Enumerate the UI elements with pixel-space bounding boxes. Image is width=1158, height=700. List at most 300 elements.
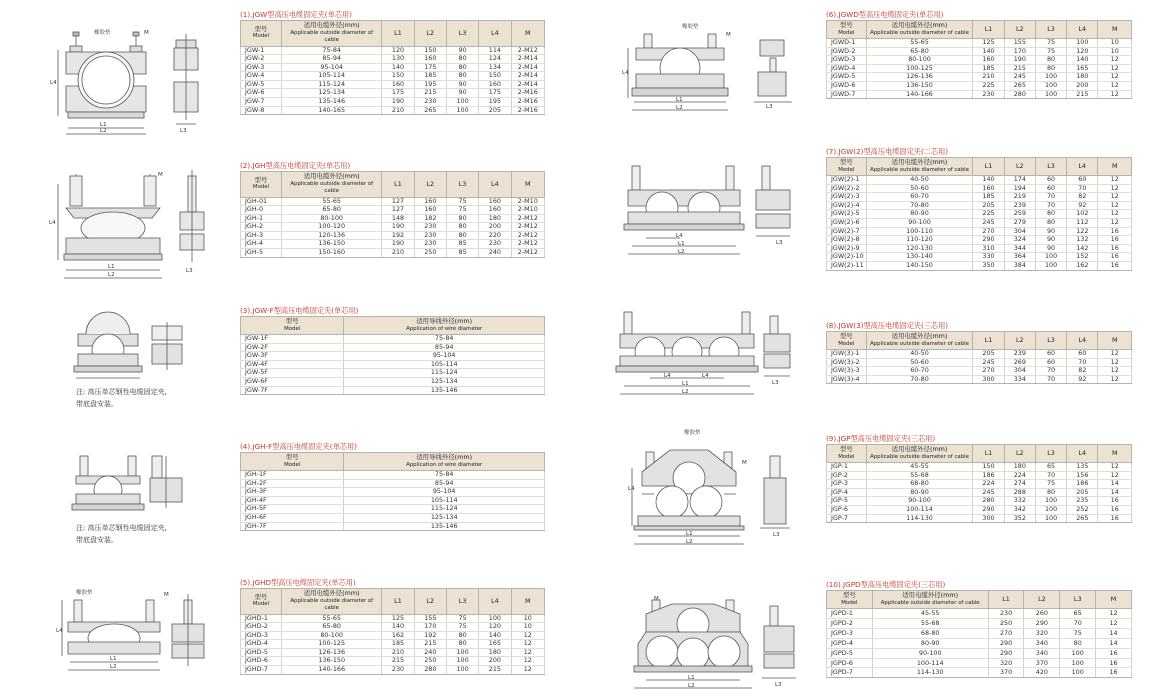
table-row [827, 81, 1132, 90]
model-cell: JGPD-1 [827, 609, 873, 619]
value-cell: 12 [1098, 64, 1132, 73]
column-header-cn: M [1111, 335, 1118, 344]
column-header [1096, 591, 1132, 609]
value-cell: 370 [1024, 658, 1060, 668]
value-cell: 320 [988, 658, 1024, 668]
value-cell: 230 [414, 98, 446, 107]
table-row [241, 223, 545, 232]
value-cell: 225 [973, 81, 1004, 90]
value-cell: 105-114 [344, 496, 545, 505]
value-cell: 230 [382, 666, 414, 675]
spec-table [240, 316, 545, 395]
value-cell: 140-150 [866, 261, 973, 270]
value-cell: 160 [973, 184, 1004, 193]
value-cell: 85-94 [344, 479, 545, 488]
column-header [827, 21, 867, 39]
value-cell: 280 [1004, 90, 1035, 99]
column-header [511, 589, 544, 615]
column-header-en: Model [252, 33, 270, 40]
table-row [827, 514, 1132, 523]
table-row [827, 367, 1132, 376]
value-cell: 300 [973, 514, 1004, 523]
value-cell: 290 [988, 638, 1024, 648]
value-cell: 100 [1060, 668, 1096, 678]
label-m: M [158, 172, 163, 178]
label-pad: 橡胶垫 [76, 590, 93, 596]
value-cell: 16 [1096, 668, 1132, 678]
column-header-cn: 适用电缆外径(mm) [891, 332, 948, 340]
section-title: (1).JGW型高压电缆固定夹(单芯用) [240, 10, 352, 19]
table-row [827, 618, 1132, 628]
section-title: (7).JGW(2)型高压电缆固定夹(二芯用) [826, 147, 949, 156]
table-header-row [241, 317, 545, 335]
table-row [241, 197, 545, 206]
value-cell: 245 [973, 488, 1004, 497]
value-cell: 60-70 [866, 193, 973, 202]
table-row [241, 360, 545, 369]
value-cell: 230 [414, 231, 446, 240]
value-cell: 85-94 [344, 343, 545, 352]
value-cell: 186 [1067, 480, 1098, 489]
value-cell: 174 [1004, 176, 1035, 185]
column-header-cn: 型号 [842, 591, 856, 599]
column-header [479, 21, 511, 47]
value-cell: 70 [1035, 375, 1066, 384]
column-header-cn: L3 [458, 596, 467, 605]
section-title: (5).JGHD型高压电缆固定夹(单芯用) [240, 578, 356, 587]
table-row [241, 377, 545, 386]
value-cell: 100-120 [282, 223, 382, 232]
table-row [241, 98, 545, 107]
column-header-en: Applicable outside diameter of cable [870, 340, 969, 347]
value-cell: 70 [1067, 184, 1098, 193]
value-cell: 80 [446, 72, 478, 81]
value-cell: 16 [1098, 514, 1132, 523]
section-jgwd [826, 9, 1132, 99]
model-cell: JGHD-1 [241, 614, 282, 623]
table-row [827, 668, 1132, 678]
value-cell: 100 [446, 648, 478, 657]
value-cell: 180 [479, 214, 511, 223]
value-cell: 160 [479, 80, 511, 89]
value-cell: 80 [446, 63, 478, 72]
table-header-row [827, 445, 1132, 463]
value-cell: 245 [1004, 73, 1035, 82]
model-cell: JGP-4 [827, 488, 867, 497]
column-header [382, 589, 414, 615]
column-header [1067, 445, 1098, 463]
value-cell: 45-55 [872, 609, 988, 619]
label-l3: L3 [180, 128, 187, 134]
label-l2: L2 [100, 128, 107, 134]
model-cell: JGW-4 [241, 72, 282, 81]
table-row [241, 72, 545, 81]
column-header [866, 158, 973, 176]
value-cell: 60 [1035, 184, 1066, 193]
column-header-cn: 适用电缆外径(mm) [891, 445, 948, 453]
value-cell: 100 [479, 614, 511, 623]
column-header-cn: L2 [1015, 161, 1024, 170]
model-cell: JGW-1 [241, 46, 282, 55]
column-header-cn: M [525, 179, 531, 188]
label-l1: L1 [688, 675, 695, 681]
table-header-row [241, 172, 545, 198]
value-cell: 185 [973, 193, 1004, 202]
value-cell: 40-50 [866, 350, 973, 359]
model-cell: JGWD-2 [827, 47, 867, 56]
column-header-cn: L1 [984, 24, 993, 33]
label-l2: L2 [686, 539, 693, 545]
value-cell: 200 [479, 223, 511, 232]
table-row [827, 375, 1132, 384]
table-row [827, 73, 1132, 82]
value-cell: 60 [1067, 350, 1098, 359]
value-cell: 80 [1035, 64, 1066, 73]
value-cell: 75 [1035, 480, 1066, 489]
value-cell: 100 [1060, 648, 1096, 658]
value-cell: 75 [446, 197, 478, 206]
value-cell: 12 [1098, 184, 1132, 193]
value-cell: 274 [1004, 480, 1035, 489]
value-cell: 75-84 [344, 335, 545, 344]
value-cell: 180 [1004, 463, 1035, 472]
value-cell: 160 [414, 206, 446, 215]
column-header-en: Model [252, 184, 270, 191]
table-row [241, 479, 545, 488]
value-cell: 105-114 [344, 360, 545, 369]
value-cell: 80 [446, 631, 478, 640]
model-cell: JGHD-3 [241, 631, 282, 640]
value-cell: 270 [973, 367, 1004, 376]
value-cell: 12 [1098, 193, 1132, 202]
table-row [827, 56, 1132, 65]
label-l4: L4 [676, 233, 683, 239]
jgw3-clamp-drawing [616, 308, 800, 400]
column-header [241, 317, 344, 335]
value-cell: 134 [479, 63, 511, 72]
value-cell: 80 [1060, 638, 1096, 648]
column-header [1035, 332, 1066, 350]
column-header-en: Applicable outside diameter of cable [880, 599, 980, 606]
value-cell: 350 [973, 261, 1004, 270]
value-cell: 290 [973, 236, 1004, 245]
value-cell: 2-M14 [511, 80, 544, 89]
value-cell: 230 [414, 240, 446, 249]
column-header [973, 445, 1004, 463]
value-cell: 90 [1035, 227, 1066, 236]
value-cell: 135-146 [344, 522, 545, 531]
value-cell: 82 [1067, 367, 1098, 376]
label-l4: L4 [628, 486, 635, 492]
value-cell: 230 [988, 609, 1024, 619]
table-row [241, 369, 545, 378]
column-header-cn: L2 [426, 179, 435, 188]
value-cell: 105-114 [282, 72, 382, 81]
value-cell: 85 [446, 249, 478, 258]
value-cell: 85-94 [282, 55, 382, 64]
value-cell: 135-146 [344, 386, 545, 395]
table-row [827, 609, 1132, 619]
column-header [1035, 158, 1066, 176]
value-cell: 90 [1035, 244, 1066, 253]
column-header-cn: L4 [1078, 161, 1087, 170]
column-header-cn: L3 [1047, 161, 1055, 170]
value-cell: 12 [511, 648, 544, 657]
model-cell: JGP-7 [827, 514, 867, 523]
value-cell: 114 [479, 46, 511, 55]
value-cell: 115-124 [282, 80, 382, 89]
table-row [827, 39, 1132, 48]
value-cell: 259 [1004, 210, 1035, 219]
column-header-cn: L1 [984, 448, 993, 457]
value-cell: 12 [1098, 358, 1132, 367]
model-cell: JGWD-4 [827, 64, 867, 73]
value-cell: 65-80 [282, 206, 382, 215]
table-row [827, 218, 1132, 227]
value-cell: 150 [414, 46, 446, 55]
model-cell: JGW-6F [241, 377, 344, 386]
value-cell: 16 [1098, 505, 1132, 514]
label-l3: L3 [186, 268, 193, 274]
column-header [282, 172, 382, 198]
value-cell: 100 [1035, 514, 1066, 523]
value-cell: 12 [1098, 218, 1132, 227]
table-header-row [827, 158, 1132, 176]
value-cell: 185 [973, 64, 1004, 73]
column-header-en: Model [838, 29, 855, 36]
column-header [1067, 158, 1098, 176]
value-cell: 70 [1035, 367, 1066, 376]
table-row [827, 350, 1132, 359]
value-cell: 265 [1004, 81, 1035, 90]
section-jgwf [240, 305, 545, 395]
value-cell: 2-M16 [511, 106, 544, 115]
column-header-en: Model [838, 340, 855, 347]
table-row [241, 513, 545, 522]
table-header-row [241, 589, 545, 615]
value-cell: 190 [1004, 56, 1035, 65]
value-cell: 230 [479, 240, 511, 249]
value-cell: 100 [1035, 73, 1066, 82]
value-cell: 195 [414, 80, 446, 89]
value-cell: 70-80 [866, 375, 973, 384]
value-cell: 185 [414, 72, 446, 81]
value-cell: 112 [1067, 218, 1098, 227]
spec-table [240, 20, 545, 115]
label-l3: L3 [775, 682, 782, 688]
model-cell: JGW(2)-3 [827, 193, 867, 202]
value-cell: 250 [414, 249, 446, 258]
table-row [241, 231, 545, 240]
value-cell: 140-165 [282, 106, 382, 115]
value-cell: 269 [1004, 358, 1035, 367]
value-cell: 200 [479, 657, 511, 666]
value-cell: 10 [1098, 47, 1132, 56]
value-cell: 330 [973, 253, 1004, 262]
value-cell: 210 [382, 249, 414, 258]
value-cell: 230 [973, 90, 1004, 99]
value-cell: 12 [1098, 350, 1132, 359]
model-cell: JGW-5F [241, 369, 344, 378]
model-cell: JGHD-4 [241, 640, 282, 649]
column-header-cn: L3 [1047, 335, 1055, 344]
model-cell: JGW(3)-3 [827, 367, 867, 376]
model-cell: JGH-6F [241, 513, 344, 522]
model-cell: JGH-1F [241, 471, 344, 480]
value-cell: 190 [382, 240, 414, 249]
column-header [446, 589, 478, 615]
value-cell: 2-M10 [511, 197, 544, 206]
table-row [241, 505, 545, 514]
value-cell: 75 [1035, 47, 1066, 56]
table-row [827, 638, 1132, 648]
column-header-cn: L1 [984, 161, 993, 170]
value-cell: 100 [1035, 505, 1066, 514]
value-cell: 310 [973, 244, 1004, 253]
value-cell: 136-150 [282, 240, 382, 249]
column-header [827, 332, 867, 350]
value-cell: 80 [446, 640, 478, 649]
value-cell: 332 [1004, 497, 1035, 506]
value-cell: 2-M12 [511, 249, 544, 258]
value-cell: 16 [1096, 658, 1132, 668]
table-row [827, 488, 1132, 497]
value-cell: 140 [973, 47, 1004, 56]
value-cell: 340 [1024, 638, 1060, 648]
model-cell: JGWD-6 [827, 81, 867, 90]
value-cell: 45-55 [866, 463, 973, 472]
model-cell: JGHD-5 [241, 648, 282, 657]
value-cell: 260 [1024, 609, 1060, 619]
column-header-cn: 型号 [839, 445, 853, 453]
model-cell: JGH-2 [241, 223, 282, 232]
model-cell: JGH-4F [241, 496, 344, 505]
table-row [241, 240, 545, 249]
value-cell: 75-84 [282, 46, 382, 55]
value-cell: 225 [973, 210, 1004, 219]
value-cell: 12 [1098, 73, 1132, 82]
section-jgp [826, 433, 1132, 523]
model-cell: JGW(2)-7 [827, 227, 867, 236]
column-header [414, 589, 446, 615]
value-cell: 194 [1004, 184, 1035, 193]
value-cell: 80-90 [866, 488, 973, 497]
value-cell: 10 [1098, 39, 1132, 48]
label-l4: L4 [50, 80, 57, 86]
column-header-en: Model [838, 166, 855, 173]
value-cell: 68-80 [872, 628, 988, 638]
value-cell: 195 [479, 98, 511, 107]
installation-note: 注: 高压单芯钢性电缆固定夹, 带底盘安装。 [76, 524, 167, 544]
value-cell: 75-84 [344, 471, 545, 480]
model-cell: JGH-01 [241, 197, 282, 206]
model-cell: JGPD-7 [827, 668, 873, 678]
label-l1: L1 [682, 381, 689, 387]
value-cell: 180 [1067, 73, 1098, 82]
value-cell: 55-65 [282, 197, 382, 206]
value-cell: 205 [479, 106, 511, 115]
column-header [241, 172, 282, 198]
model-cell: JGPD-4 [827, 638, 873, 648]
value-cell: 16 [1098, 261, 1132, 270]
value-cell: 170 [414, 623, 446, 632]
table-row [241, 522, 545, 531]
table-row [827, 471, 1132, 480]
label-l1: L1 [100, 122, 107, 128]
value-cell: 80-100 [866, 56, 973, 65]
column-header-en: Applicable outside diameter of cable [290, 180, 374, 194]
value-cell: 160 [414, 55, 446, 64]
value-cell: 180 [479, 648, 511, 657]
value-cell: 140 [1067, 56, 1098, 65]
value-cell: 288 [1004, 488, 1035, 497]
value-cell: 90 [446, 89, 478, 98]
value-cell: 210 [382, 648, 414, 657]
column-header-cn: 型号 [254, 175, 268, 184]
value-cell: 140-166 [866, 90, 973, 99]
value-cell: 100 [1035, 261, 1066, 270]
model-cell: JGW-1F [241, 335, 344, 344]
value-cell: 148 [382, 214, 414, 223]
value-cell: 75 [446, 206, 478, 215]
model-cell: JGW(3)-4 [827, 375, 867, 384]
value-cell: 100-110 [866, 227, 973, 236]
value-cell: 102 [1067, 210, 1098, 219]
value-cell: 10 [511, 623, 544, 632]
value-cell: 420 [1024, 668, 1060, 678]
value-cell: 100-125 [866, 64, 973, 73]
column-header-cn: L1 [394, 28, 402, 37]
column-header [872, 591, 988, 609]
section-title: (4).JGH-F型高压电缆固定夹(单芯用) [240, 442, 357, 451]
table-row [241, 657, 545, 666]
value-cell: 304 [1004, 227, 1035, 236]
table-row [241, 488, 545, 497]
table-row [241, 55, 545, 64]
model-cell: JGW-2F [241, 343, 344, 352]
column-header-cn: L2 [426, 596, 435, 605]
value-cell: 12 [1098, 367, 1132, 376]
value-cell: 90-100 [866, 218, 973, 227]
model-cell: JGW(3)-1 [827, 350, 867, 359]
value-cell: 210 [382, 106, 414, 115]
model-cell: JGH-1 [241, 214, 282, 223]
value-cell: 175 [479, 89, 511, 98]
column-header-cn: M [1111, 161, 1118, 170]
label-l1: L1 [676, 97, 683, 103]
section-jgh [240, 160, 545, 258]
value-cell: 75 [446, 623, 478, 632]
value-cell: 205 [1067, 488, 1098, 497]
value-cell: 100 [1035, 253, 1066, 262]
value-cell: 60 [1035, 350, 1066, 359]
value-cell: 70-80 [866, 201, 973, 210]
value-cell: 140 [479, 631, 511, 640]
column-header-cn: L3 [458, 28, 467, 37]
value-cell: 175 [414, 63, 446, 72]
value-cell: 334 [1004, 375, 1035, 384]
value-cell: 90 [1035, 236, 1066, 245]
label-l1: L1 [686, 531, 693, 537]
value-cell: 80 [1035, 56, 1066, 65]
model-cell: JGH-2F [241, 479, 344, 488]
column-header-cn: 型号 [285, 453, 299, 461]
model-cell: JGHD-6 [241, 657, 282, 666]
section-jgw3 [826, 320, 1132, 384]
value-cell: 150 [382, 72, 414, 81]
value-cell: 16 [1098, 253, 1132, 262]
value-cell: 2-M16 [511, 89, 544, 98]
